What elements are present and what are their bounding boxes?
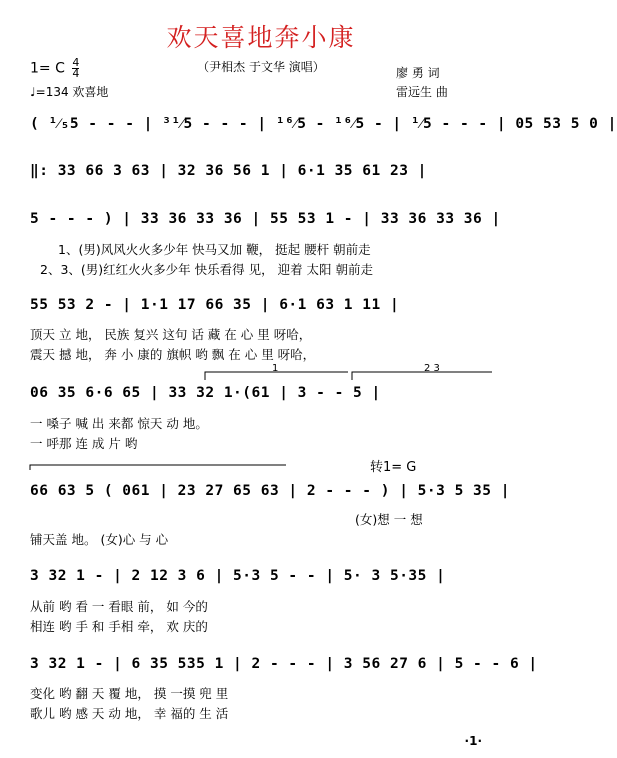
page-number: ·1·: [464, 734, 482, 748]
lyric-line: 震天 撼 地， 奔 小 康的 旗帜 哟 飘 在 心 里 呀哈，: [30, 347, 316, 362]
lyric-line: 歌儿 哟 感 天 动 地， 幸 福的 生 活: [30, 706, 229, 721]
score-row-7: 3 32 1 - | 2 12 3 6 | 5·3 5 - - | 5· 3 5·35 |: [30, 568, 446, 584]
lyric-line: 顶天 立 地， 民族 复兴 这句 话 藏 在 心 里 呀哈，: [30, 327, 312, 342]
score-row-5: 06 35 6·6 65 | 33 32 1·(61 | 3 - - 5 |: [30, 385, 381, 401]
key-signature: [30, 58, 79, 79]
score-row-1: ( ¹⁄₅5 - - - | ³¹⁄5 - - - | ¹⁶⁄5 - ¹⁶⁄5 - | ¹⁄5 - - - | 05 53 5 0 |: [30, 116, 617, 132]
score-row-4: 55 53 2 - | 1·1 17 66 35 | 6·1 63 1 11 |: [30, 297, 400, 313]
lyric-line: (女)想 一 想: [355, 512, 423, 527]
lyric-line: 一 嗓子 喊 出 来都 惊天 动 地。: [30, 416, 208, 431]
time-signature-top: 4: [72, 56, 80, 69]
time-signature: [72, 58, 79, 79]
volta-2-3: [352, 363, 492, 380]
key-label: 1= C: [30, 60, 65, 77]
volta-1: [205, 363, 348, 380]
singers: （尹相杰 于文华 演唱）: [197, 60, 325, 74]
lyric-line: 相连 哟 手 和 手相 牵， 欢 庆的: [30, 619, 208, 634]
tempo-marking: ♩=134 欢喜地: [30, 85, 109, 99]
score-row-3: 5 - - - ) | 33 36 33 36 | 55 53 1 - | 33 36 33 36 |: [30, 211, 501, 227]
volta-2-3-label: 2 3: [424, 363, 440, 374]
modulation-mark: 转1= G: [370, 460, 417, 475]
score-row-2: ‖: 33 66 3 63 | 32 36 56 1 | 6·1 35 61 23 |: [30, 163, 427, 179]
lyric-line: 一 呼那 连 成 片 哟: [30, 436, 138, 451]
lyric-line: 1、(男)风风火火多少年 快马又加 鞭， 挺起 腰杆 朝前走: [58, 242, 371, 257]
composer: 雷远生 曲: [396, 85, 448, 99]
song-title: 欢天喜地奔小康: [166, 23, 356, 52]
lyric-line: 从前 哟 看 一 看眼 前， 如 今的: [30, 599, 208, 614]
volta-1-label: 1: [272, 363, 279, 374]
lyric-line: 铺天盖 地。 (女)心 与 心: [30, 532, 169, 547]
score-row-8: 3 32 1 - | 6 35 535 1 | 2 - - - | 3 56 27 6 | 5 - - 6 |: [30, 656, 538, 672]
lyric-line: 2、3、(男)红红火火多少年 快乐看得 见， 迎着 太阳 朝前走: [40, 262, 374, 277]
time-signature-bottom: 4: [72, 67, 80, 80]
lyricist: 廖 勇 词: [396, 66, 440, 80]
volta-bracket-2: [30, 465, 286, 470]
score-row-6: 66 63 5 ( 061 | 23 27 65 63 | 2 - - - ) | 5·3 5 35 |: [30, 483, 510, 499]
lyric-line: 变化 哟 翻 天 覆 地， 摸 一摸 兜 里: [30, 686, 229, 701]
